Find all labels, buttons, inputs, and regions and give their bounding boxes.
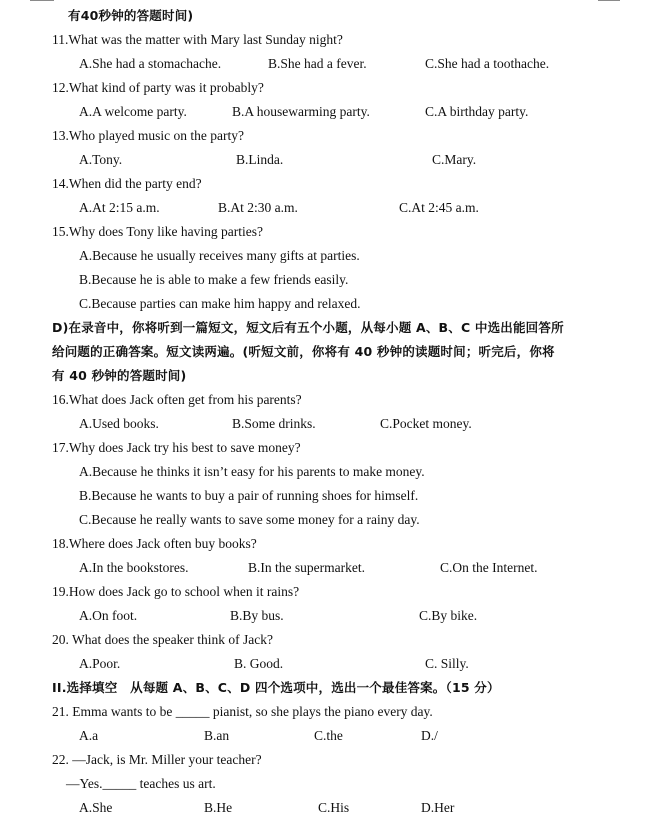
question-11-option-a: A.She had a stomachache. [79,56,222,71]
top-edge-right [598,0,620,1]
question-17-option-c: C.Because he really wants to save some money for a rainy day. [79,512,420,527]
question-15-option-b: B.Because he is able to make a few friends easily. [79,272,349,287]
section-d-line-3: 有 40 秒钟的答题时间) [52,368,187,383]
section-ii-heading: II.选择填空 从每题 A、B、C、D 四个选项中，选出一个最佳答案。（15 分） [52,680,500,695]
question-14-stem: 14.When did the party end? [52,176,202,191]
question-22-option-d: D.Her [421,800,455,815]
question-13-stem: 13.Who played music on the party? [52,128,244,143]
question-16-stem: 16.What does Jack often get from his parents? [52,392,302,407]
question-13-option-a: A.Tony. [79,152,123,167]
top-edge-left [30,0,54,1]
question-22-option-b: B.He [204,800,233,815]
question-18-option-b: B.In the supermarket. [248,560,365,575]
question-19-option-c: C.By bike. [419,608,478,623]
section-d-line-2: 给问题的正确答案。短文读两遍。(听短文前，你将有 40 秒钟的读题时间；听完后，你将 [52,344,555,359]
question-14-option-a: A.At 2:15 a.m. [79,200,160,215]
question-15-option-a: A.Because he usually receives many gifts at parties. [79,248,360,263]
question-22-option-c: C.His [318,800,350,815]
question-18-stem: 18.Where does Jack often buy books? [52,536,257,551]
question-19-option-b: B.By bus. [230,608,284,623]
question-16-option-a: A.Used books. [79,416,159,431]
question-21-stem: 21. Emma wants to be _____ pianist, so she plays the piano every day. [52,704,433,719]
question-16-option-b: B.Some drinks. [232,416,316,431]
question-22-option-a: A.She [79,800,113,815]
question-12-stem: 12.What kind of party was it probably? [52,80,264,95]
question-17-option-b: B.Because he wants to buy a pair of running shoes for himself. [79,488,419,503]
question-12-option-b: B.A housewarming party. [232,104,370,119]
question-15-stem: 15.Why does Tony like having parties? [52,224,264,239]
question-21-option-c: C.the [314,728,343,743]
question-22-stem-reply: —Yes._____ teaches us art. [66,776,216,791]
section-d-line-1: D)在录音中，你将听到一篇短文，短文后有五个小题，从每小题 A、B、C 中选出能回答所 [52,320,564,335]
question-16-option-c: C.Pocket money. [380,416,472,431]
question-11-option-c: C.She had a toothache. [425,56,550,71]
question-20-option-b: B. Good. [234,656,284,671]
question-14-option-b: B.At 2:30 a.m. [218,200,298,215]
question-11-stem: 11.What was the matter with Mary last Sunday night? [52,32,343,47]
question-21-option-a: A.a [79,728,99,743]
question-12-option-c: C.A birthday party. [425,104,529,119]
question-14-option-c: C.At 2:45 a.m. [399,200,479,215]
question-17-option-a: A.Because he thinks it isn’t easy for his parents to make money. [79,464,425,479]
question-21-option-d: D./ [421,728,438,743]
question-18-option-a: A.In the bookstores. [79,560,189,575]
question-18-option-c: C.On the Internet. [440,560,538,575]
question-12-option-a: A.A welcome party. [79,104,187,119]
question-13-option-c: C.Mary. [432,152,477,167]
question-20-stem: 20. What does the speaker think of Jack? [52,632,273,647]
intro-tail: 有40秒钟的答题时间) [68,8,194,23]
question-20-option-c: C. Silly. [425,656,469,671]
question-17-stem: 17.Why does Jack try his best to save money? [52,440,301,455]
question-22-stem: 22. —Jack, is Mr. Miller your teacher? [52,752,262,767]
question-11-option-b: B.She had a fever. [268,56,367,71]
question-13-option-b: B.Linda. [236,152,284,167]
question-15-option-c: C.Because parties can make him happy and relaxed. [79,296,361,311]
question-20-option-a: A.Poor. [79,656,121,671]
question-21-option-b: B.an [204,728,230,743]
question-19-option-a: A.On foot. [79,608,138,623]
question-19-stem: 19.How does Jack go to school when it rains? [52,584,300,599]
